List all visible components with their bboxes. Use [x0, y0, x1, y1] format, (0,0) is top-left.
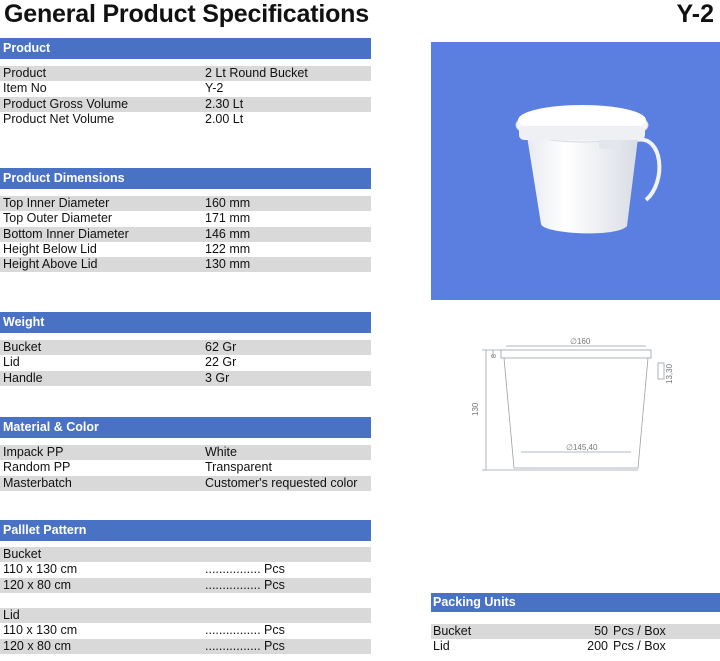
pallet-group-label [0, 547, 371, 562]
spec-row [0, 97, 371, 112]
dimension-drawing-icon [466, 330, 676, 490]
spec-value: 171 mm [205, 211, 251, 226]
packing-count: 200 [587, 639, 608, 654]
spec-value: Transparent [205, 460, 272, 475]
spec-value: Customer's requested color [205, 475, 358, 490]
spec-row [0, 476, 371, 491]
spec-value: 130 mm [205, 257, 251, 272]
spec-key: Top Inner Diameter [3, 196, 110, 210]
spec-row [0, 242, 371, 257]
drawing-label: 8 [491, 354, 498, 358]
spec-key: Masterbatch [3, 475, 72, 490]
spec-row [0, 257, 371, 272]
spec-row [0, 355, 371, 370]
spec-value: ................ Pcs [205, 623, 285, 638]
item-code: Y-2 [676, 0, 714, 28]
spec-key: Product Net Volume [3, 111, 115, 126]
spec-value: ................ Pcs [205, 638, 285, 653]
packing-key: Lid [433, 639, 450, 654]
spec-value: Y-2 [205, 81, 224, 96]
spec-key: Item No [3, 81, 47, 96]
packing-row [431, 639, 720, 654]
spec-value: 146 mm [205, 226, 251, 241]
spec-row [0, 623, 371, 638]
spec-key: 120 x 80 cm [3, 577, 72, 592]
spec-key: Handle [3, 370, 43, 385]
section-header-pallet: Palllet Pattern [0, 520, 371, 541]
spec-key: Lid [3, 608, 20, 622]
page-title: General Product Specifications [4, 0, 369, 28]
spec-value: ................ Pcs [205, 577, 285, 592]
section-header-material: Material & Color [0, 417, 371, 438]
drawing-label: 13,30 [665, 363, 674, 384]
spec-value: 122 mm [205, 241, 251, 256]
pallet-group-label [0, 608, 371, 623]
packing-count: 50 [594, 624, 608, 638]
spec-row [0, 562, 371, 577]
spec-key: Bucket [3, 547, 42, 561]
spec-key: Height Below Lid [3, 241, 97, 256]
drawing-label: ∅160 [570, 337, 591, 346]
packing-key: Bucket [433, 624, 472, 638]
spec-key: Bottom Inner Diameter [3, 226, 129, 241]
section-header-dimensions: Product Dimensions [0, 168, 371, 189]
spec-row [0, 112, 371, 127]
spec-key: Lid [3, 355, 20, 370]
spec-row [0, 578, 371, 593]
spec-row [0, 81, 371, 96]
spec-row [0, 445, 371, 460]
section-header-weight: Weight [0, 312, 371, 333]
bucket-photo [431, 42, 720, 300]
spec-key: Bucket [3, 340, 42, 354]
spec-key: Height Above Lid [3, 257, 98, 272]
spec-row [0, 211, 371, 226]
spec-row [0, 371, 371, 386]
spec-key: Random PP [3, 460, 71, 475]
spec-value: 3 Gr [205, 370, 230, 385]
spec-key: Product Gross Volume [3, 96, 129, 111]
spec-key: 110 x 130 cm [3, 562, 78, 577]
packing-row [431, 624, 720, 639]
technical-drawing [466, 330, 676, 490]
spec-row [0, 227, 371, 242]
spec-key: 110 x 130 cm [3, 623, 78, 638]
spec-value: 2 Lt Round Bucket [205, 66, 308, 80]
spec-value: 2.00 Lt [205, 111, 244, 126]
spec-row [0, 460, 371, 475]
drawing-label: 130 [471, 402, 480, 416]
section-header-product: Product [0, 38, 371, 59]
spec-key: Top Outer Diameter [3, 211, 113, 226]
drawing-label: ∅145,40 [566, 443, 598, 452]
spec-row [0, 639, 371, 654]
spec-key: Product [3, 66, 47, 80]
spec-value: ................ Pcs [205, 562, 285, 577]
packing-unit: Pcs / Box [613, 624, 666, 638]
packing-unit: Pcs / Box [613, 639, 666, 654]
bucket-icon [431, 42, 720, 300]
spec-value: 62 Gr [205, 340, 237, 354]
spec-value: White [205, 445, 237, 459]
spec-value: 22 Gr [205, 355, 237, 370]
spec-row [0, 196, 371, 211]
spec-row [0, 340, 371, 355]
spec-key: Impack PP [3, 445, 64, 459]
spec-key: 120 x 80 cm [3, 638, 72, 653]
spec-value: 160 mm [205, 196, 251, 210]
spec-value: 2.30 Lt [205, 96, 244, 111]
section-header-packing: Packing Units [431, 593, 720, 612]
spec-row [0, 66, 371, 81]
